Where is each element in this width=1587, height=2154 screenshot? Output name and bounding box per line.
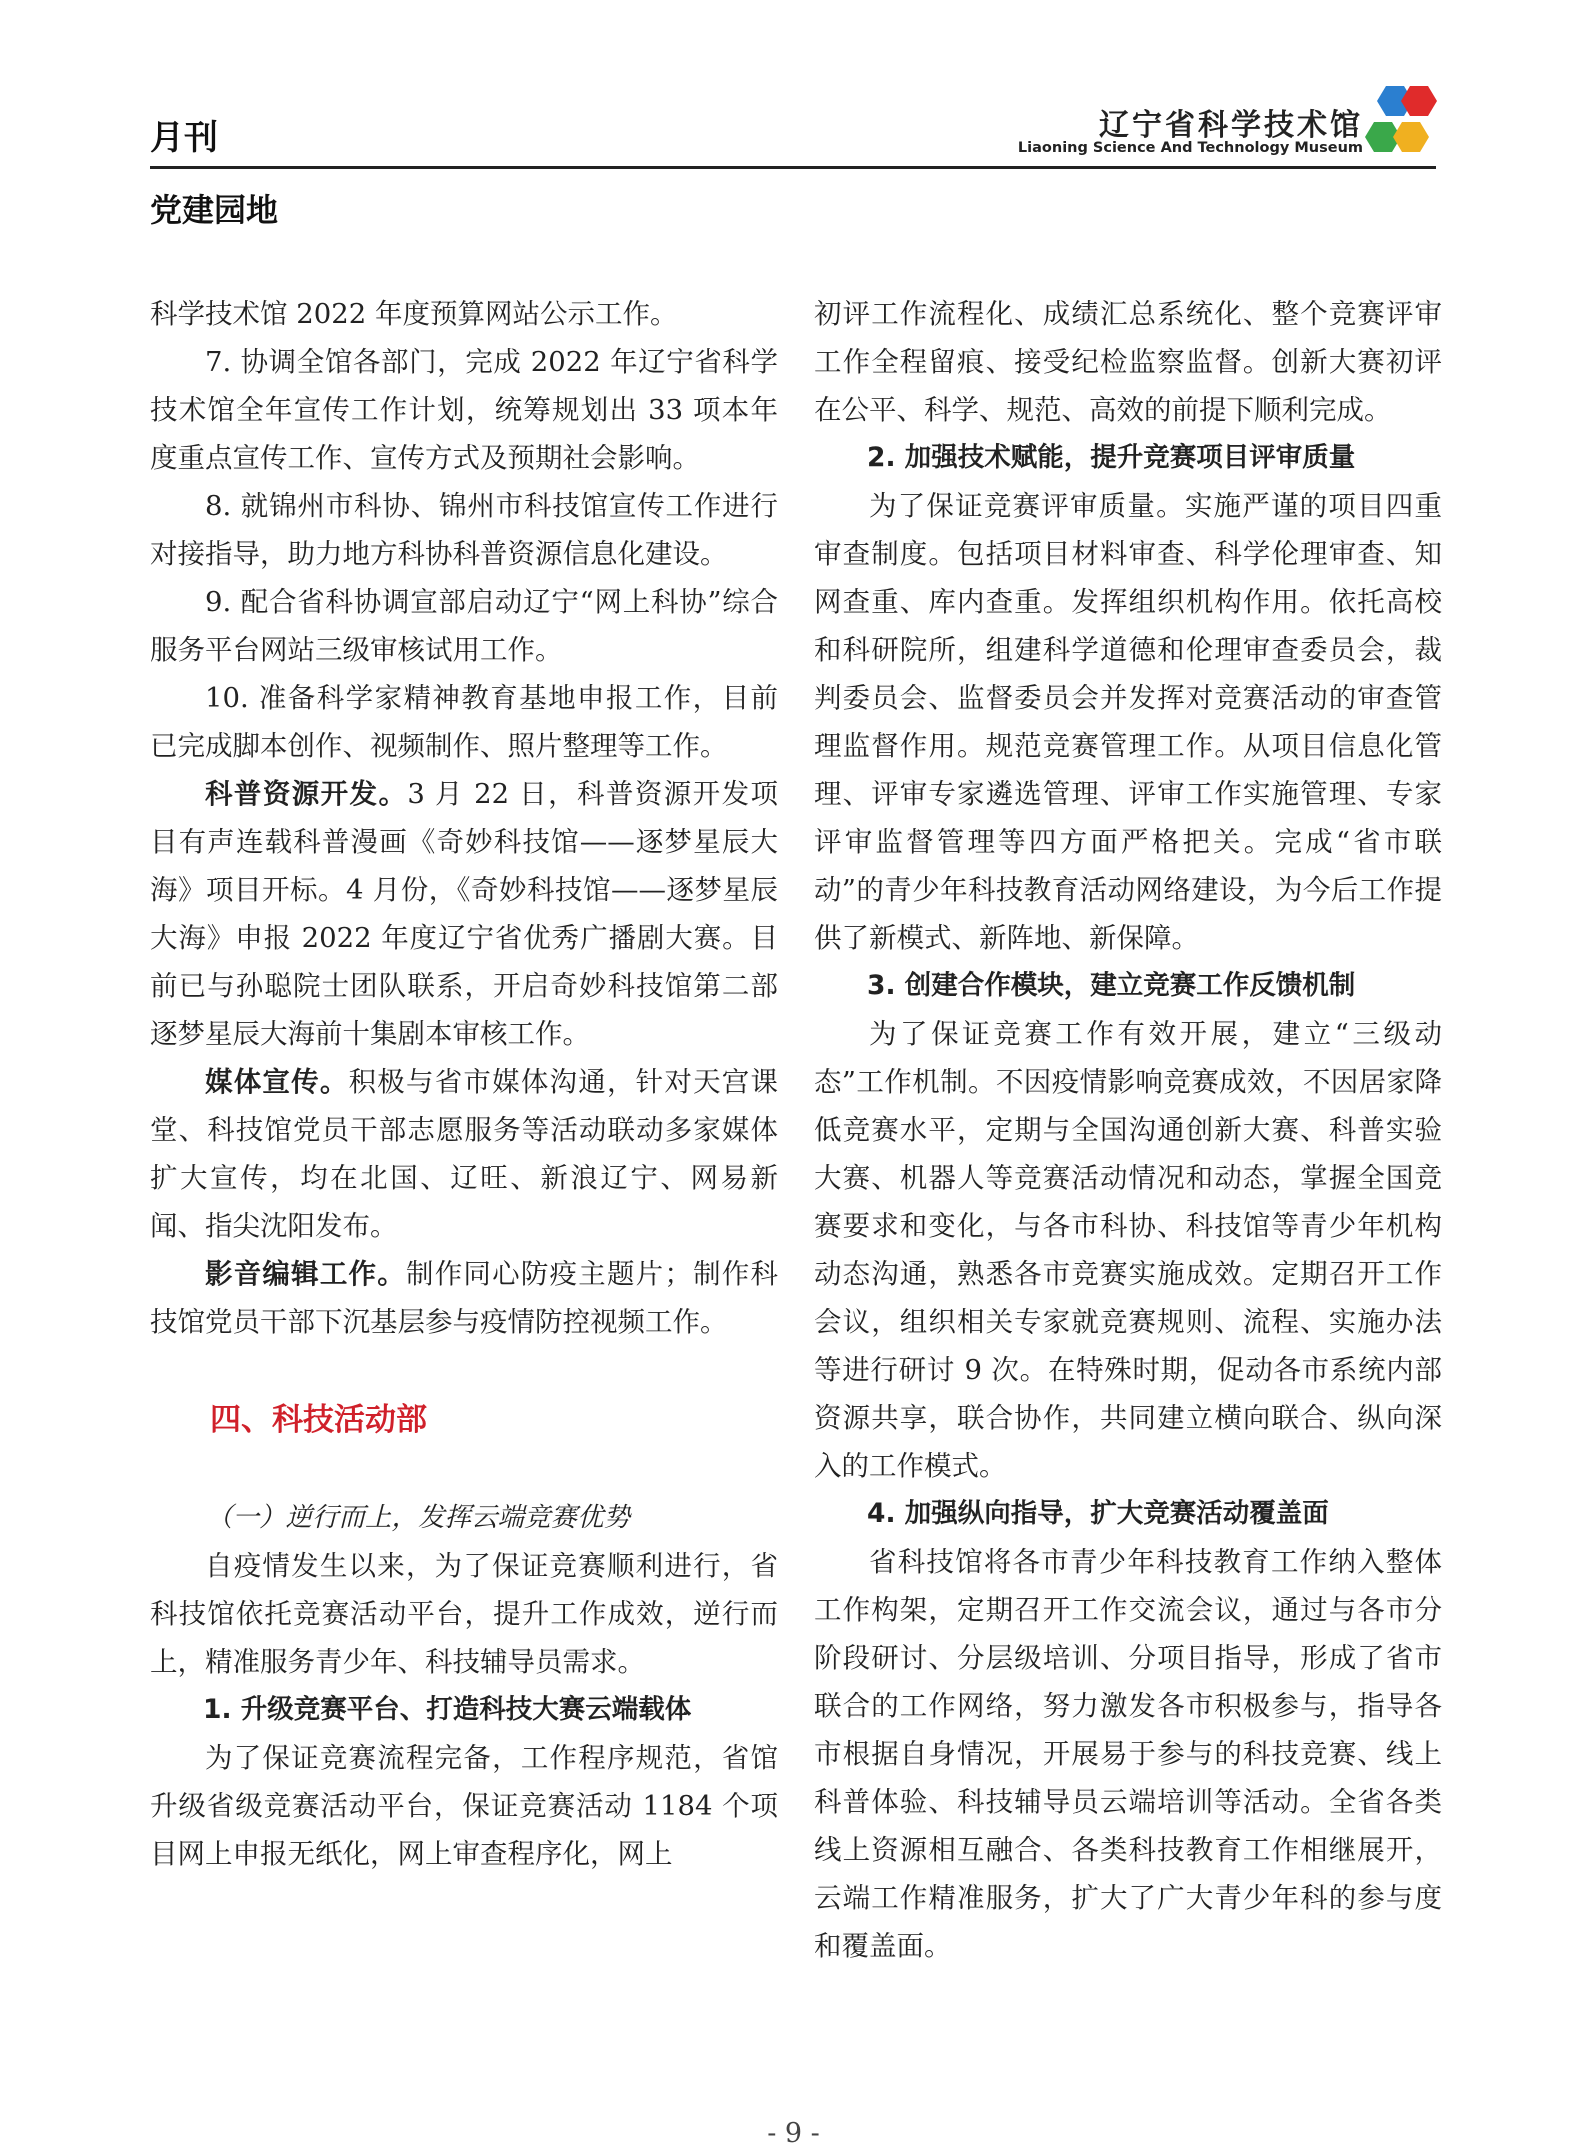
paragraph-body: 3 月 22 日，科普资源开发项目有声连载科普漫画《奇妙科技馆——逐梦星辰大海》项目开标。4 月份，《奇妙科技馆——逐梦星辰大海》申报 2022 年度辽宁省优秀广播剧大赛。目前已与孙聪院士团队联系，开启奇妙科技馆第二部逐梦星辰大海前十集剧本审核工作。: [150, 778, 779, 1050]
paragraph-body: 积极与省市媒体沟通，针对天宫课堂、科技馆党员干部志愿服务等活动联动多家媒体扩大宣传，均在北国、辽旺、新浪辽宁、网易新闻、指尖沈阳发布。: [150, 1066, 779, 1242]
subheading: 4. 加强纵向指导，扩大竞赛活动覆盖面: [867, 1498, 1329, 1529]
paragraph: 为了保证竞赛流程完备，工作程序规范，省馆升级省级竞赛活动平台，保证竞赛活动 1184 个项目网上申报无纸化，网上审查程序化，网上: [150, 1742, 778, 1870]
left-column: [150, 290, 778, 1878]
magazine-title: 月刊: [150, 118, 218, 158]
paragraph: [150, 770, 778, 1058]
page-header: [0, 0, 1587, 240]
paragraph: 自疫情发生以来，为了保证竞赛顺利进行，省科技馆依托竞赛活动平台，提升工作成效，逆行而上，精准服务青少年、科技辅导员需求。: [150, 1550, 778, 1678]
paragraph: 初评工作流程化、成绩汇总系统化、整个竞赛评审工作全程留痕、接受纪检监察监督。创新大赛初评在公平、科学、规范、高效的前提下顺利完成。: [814, 298, 1442, 426]
paragraph: 为了保证竞赛评审质量。实施严谨的项目四重审查制度。包括项目材料审查、科学伦理审查、知网查重、库内查重。发挥组织机构作用。依托高校和科研院所，组建科学道德和伦理审查委员会，裁判委员会、监督委员会并发挥对竞赛活动的审查管理监督作用。规范竞赛管理工作。从项目信息化管理、评审专家遴选管理、评审工作实施管理、专家评审监督管理等四方面严格把关。完成“省市联动”的青少年科技教育活动网络建设，为今后工作提供了新模式、新阵地、新保障。: [814, 490, 1442, 954]
paragraph: 9. 配合省科协调宣部启动辽宁“网上科协”综合服务平台网站三级审核试用工作。: [150, 586, 778, 666]
paragraph-lead: 科普资源开发。: [205, 778, 408, 810]
page-number: - 9 -: [767, 2118, 820, 2149]
paragraph: 7. 协调全馆各部门，完成 2022 年辽宁省科学技术馆全年宣传工作计划，统筹规划出 33 项本年度重点宣传工作、宣传方式及预期社会影响。: [150, 346, 778, 474]
subheading: 1. 升级竞赛平台、打造科技大赛云端载体: [203, 1694, 692, 1725]
subheading: 3. 创建合作模块，建立竞赛工作反馈机制: [867, 970, 1356, 1001]
paragraph: [150, 1058, 778, 1250]
paragraph-lead: 影音编辑工作。: [205, 1258, 406, 1290]
subsection-heading: （一）逆行而上，发挥云端竞赛优势: [206, 1502, 630, 1533]
paragraph-lead: 媒体宣传。: [205, 1066, 349, 1098]
paragraph: 为了保证竞赛工作有效开展，建立“三级动态”工作机制。不因疫情影响竞赛成效，不因居家降低竞赛水平，定期与全国沟通创新大赛、科普实验大赛、机器人等竞赛活动情况和动态，掌握全国竞赛要求和变化，与各市科协、科技馆等青少年机构动态沟通，熟悉各市竞赛实施成效。定期召开工作会议，组织相关专家就竞赛规则、流程、实施办法等进行研讨 9 次。在特殊时期，促动各市系统内部资源共享，联合协作，共同建立横向联合、纵向深入的工作模式。: [814, 1018, 1442, 1482]
header-divider: [150, 166, 1436, 169]
section-heading: 四、科技活动部: [210, 1402, 427, 1438]
subheading: 2. 加强技术赋能，提升竞赛项目评审质量: [867, 442, 1356, 473]
paragraph: 科学技术馆 2022 年度预算网站公示工作。: [150, 298, 678, 330]
paragraph: 10. 准备科学家精神教育基地申报工作，目前已完成脚本创作、视频制作、照片整理等工作。: [150, 682, 778, 762]
museum-name-en: Liaoning Science And Technology Museum: [1017, 140, 1363, 156]
paragraph: [150, 1250, 778, 1346]
museum-logo-icon: [1362, 84, 1444, 156]
paragraph: 8. 就锦州市科协、锦州市科技馆宣传工作进行对接指导，助力地方科协科普资源信息化建设。: [150, 490, 778, 570]
right-column: [814, 290, 1442, 1970]
paragraph-body: 制作同心防疫主题片；制作科技馆党员干部下沉基层参与疫情防控视频工作。: [150, 1258, 779, 1338]
museum-name: 辽宁省科学技术馆: [1099, 108, 1363, 143]
section-title: 党建园地: [150, 191, 279, 229]
paragraph: 省科技馆将各市青少年科技教育工作纳入整体工作构架，定期召开工作交流会议，通过与各市分阶段研讨、分层级培训、分项目指导，形成了省市联合的工作网络，努力激发各市积极参与，指导各市根据自身情况，开展易于参与的科技竞赛、线上科普体验、科技辅导员云端培训等活动。全省各类线上资源相互融合、各类科技教育工作相继展开，云端工作精准服务，扩大了广大青少年科的参与度和覆盖面。: [814, 1546, 1442, 1962]
